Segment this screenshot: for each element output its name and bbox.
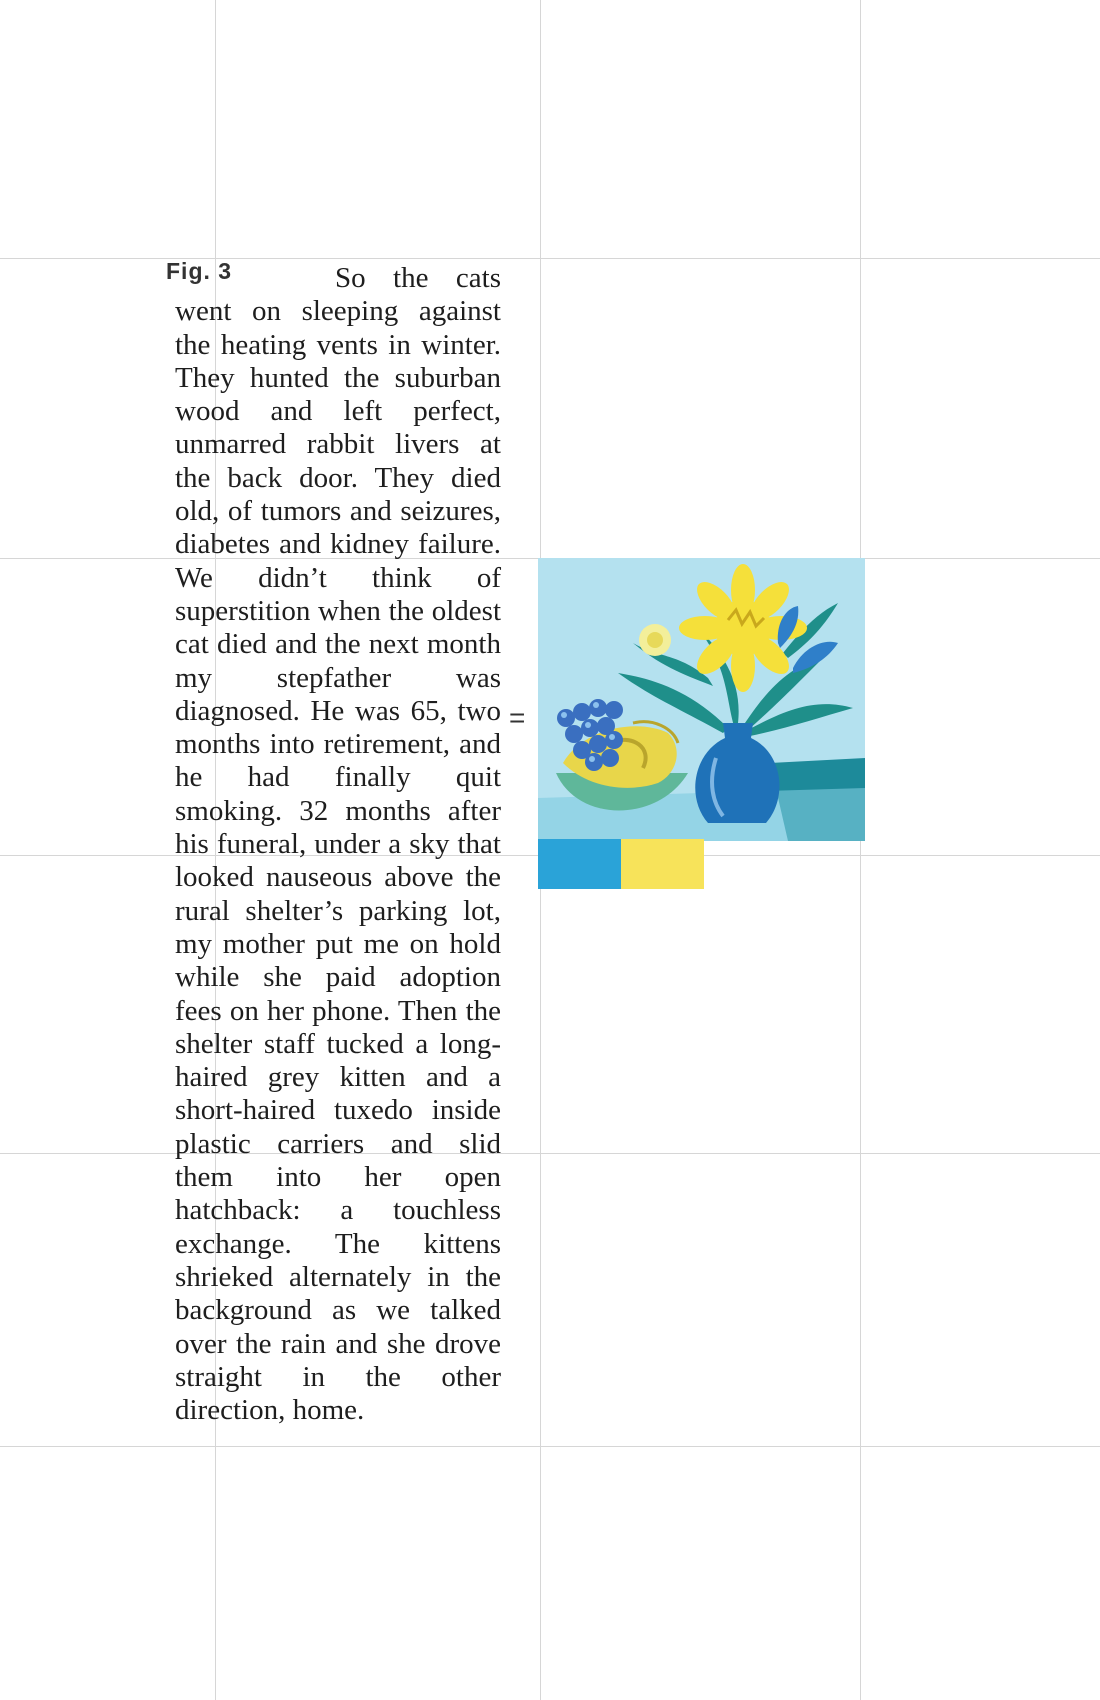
grid-line-horizontal [0, 258, 1100, 259]
still-life-painting [538, 558, 865, 841]
color-swatch-yellow [621, 839, 704, 889]
grid-line-horizontal [0, 1446, 1100, 1447]
grid-line-horizontal [0, 1153, 1100, 1154]
figure-label: Fig. 3 [166, 258, 233, 284]
equals-sign: = [509, 702, 526, 733]
grid-line-vertical [860, 0, 861, 1700]
color-swatch-blue [538, 839, 621, 889]
body-paragraph: So the cats went on sleeping against the heating vents in winter. They hunted the suburban wood and left perfect, unmarred rabbit livers at the back door. They died old, of tumors and seizures, diabetes and kidney failure. We didn’t think of superstition when the oldest cat died and the next month my stepfather was diagnosed. He was 65, two months into retirement, and he had finally quit smoking. 32 months after his funeral, under a sky that looked nauseous above the rural shelter’s parking lot, my mother put me on hold while she paid adoption fees on her phone. Then the shelter staff tucked a long-haired grey kitten and a short-haired tuxedo inside plastic carriers and slid them into her open hatchback: a touchless exchange. The kittens shrieked alternately in the background as we talked over the rain and she drove straight in the other direction, home. [175, 262, 501, 1427]
rose [639, 624, 671, 656]
